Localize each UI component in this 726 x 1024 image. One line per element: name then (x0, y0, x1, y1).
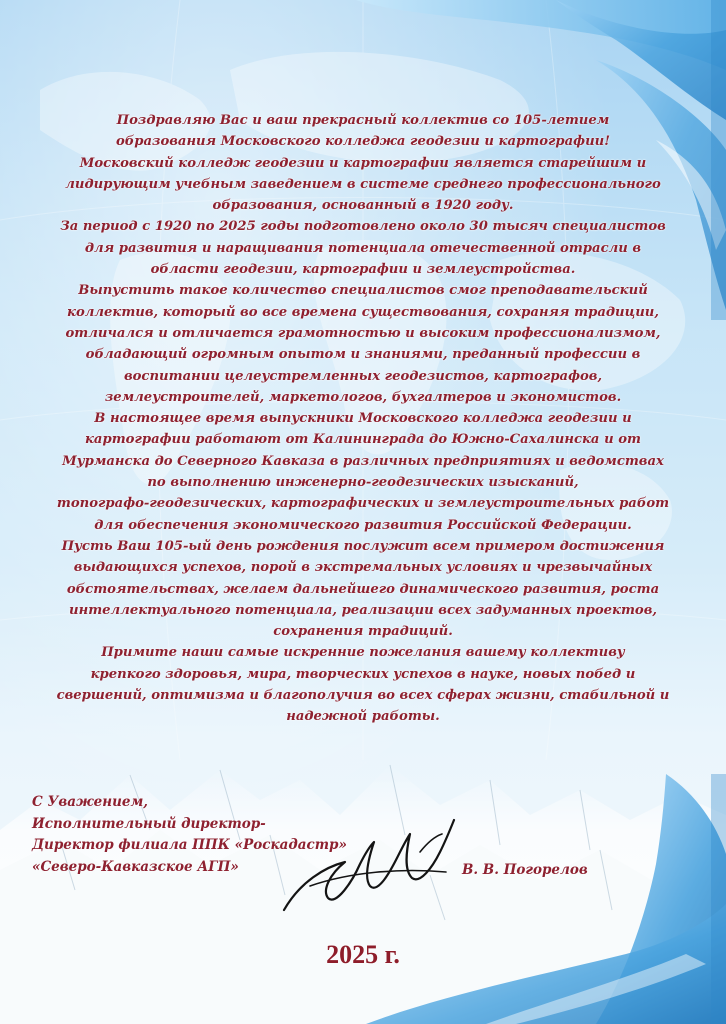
text-line: Примите наши самые искренние пожелания вашему коллективу (101, 645, 625, 661)
text-line: крепкого здоровья, мира, творческих успехов в науке, новых побед и (90, 666, 636, 682)
position-title: Директор филиала ППК «Роскадастр» (32, 837, 347, 853)
text-line: В настоящее время выпускники Московского колледжа геодезии и (94, 411, 632, 427)
text-line: для обеспечения экономического развития Российской Федерации. (94, 517, 632, 533)
text-line: надежной работы. (286, 709, 440, 725)
text-line: Поздравляю Вас и ваш прекрасный коллектив со 105-летием (116, 113, 610, 128)
text-line: образования, основанный в 1920 году. (212, 198, 514, 214)
text-line: Мурманска до Северного Кавказа в различных предприятиях и ведомствах (62, 453, 664, 469)
text-line: Выпустить такое количество специалистов смог преподавательский (78, 283, 648, 299)
salutation: С Уважением, (32, 794, 149, 810)
text-line: коллектив, который во все времена существования, сохраняя традиции, (67, 304, 659, 320)
text-line: землеустроителей, маркетологов, бухгалтеров и экономистов. (104, 389, 622, 405)
letter-body (36, 110, 690, 728)
text-line: для развития и наращивания потенциала отечественной отрасли в (84, 240, 642, 256)
text-line: свершений, оптимизма и благополучия во всех сферах жизни, стабильной и (56, 688, 670, 704)
text-line: образования Московского колледжа геодезии и картографии! (115, 134, 611, 150)
text-line: отличался и отличается грамотностью и высоким профессионализмом, (65, 325, 661, 341)
text-line: по выполнению инженерно-геодезических изысканий, (147, 475, 579, 491)
text-line: сохранения традиций. (273, 624, 453, 640)
text-line: Пусть Ваш 105-ый день рождения послужит всем примером достижения (61, 538, 665, 554)
text-line: картографии работают от Калининграда до Южно-Сахалинска и от (85, 432, 641, 448)
handwritten-signature (270, 812, 470, 922)
year: 2025 г. (326, 940, 400, 969)
text-line: За период с 1920 по 2025 годы подготовлено около 30 тысяч специалистов (60, 219, 666, 235)
organization-name: «Северо-Кавказское АГП» (32, 858, 239, 875)
text-line: Московский колледж геодезии и картографии является старейшим и (79, 155, 647, 171)
text-line: обстоятельствах, желаем дальнейшего динамического развития, роста (66, 581, 660, 597)
text-line: обладающий огромным опытом и знаниями, преданный профессии в (85, 347, 641, 363)
text-line: воспитании целеустремленных геодезистов, картографов, (123, 368, 603, 384)
position-title: Исполнительный директор- (32, 815, 266, 832)
text-line: топографо-геодезических, картографических и землеустроительных работ (56, 496, 670, 512)
text-line: лидирующим учебным заведением в системе среднего профессионального (65, 176, 661, 192)
text-line: интеллектуального потенциала, реализации всех задуманных проектов, (69, 602, 657, 618)
text-line: области геодезии, картографии и землеустройства. (150, 262, 576, 278)
text-line: выдающихся успехов, порой в экстремальных условиях и чрезвычайных (73, 560, 653, 576)
signer-name: В. В. Погорелов (462, 862, 588, 878)
